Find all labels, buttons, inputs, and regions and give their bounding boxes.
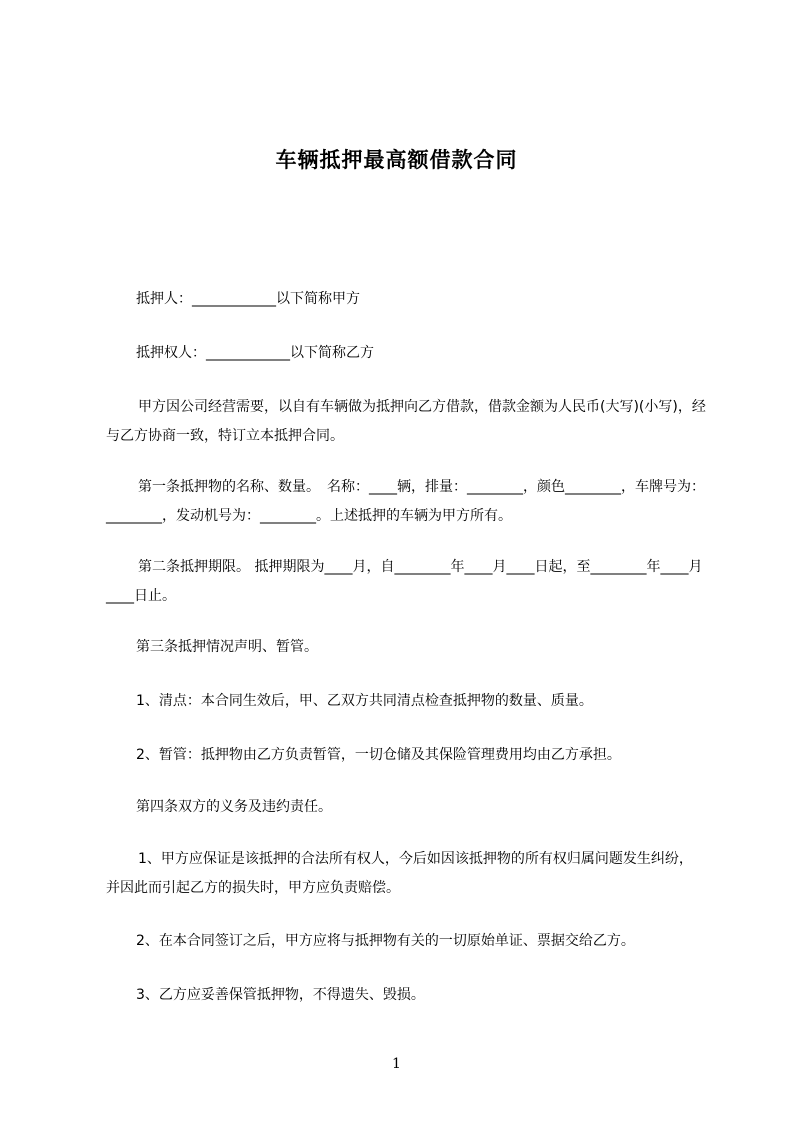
page-number: 1 xyxy=(392,1056,401,1072)
article-3-item-2: 2、暂管：抵押物由乙方负责暂管，一切仓储及其保险管理费用均由乙方承担。 xyxy=(136,747,621,763)
article-4-item-3: 3、乙方应妥善保管抵押物，不得遗失、毁损。 xyxy=(136,987,425,1003)
intro-paragraph: 甲方因公司经营需要，以自有车辆做为抵押向乙方借款，借款金额为人民币(大写)(小写)，经与乙方协商一致，特订立本抵押合同。 xyxy=(106,399,706,444)
article-4-item-1: 1、甲方应保证是该抵押的合法所有权人，今后如因该抵押物的所有权归属问题发生纠纷，并因此而引起乙方的损失时，甲方应负责赔偿。 xyxy=(106,851,693,896)
article-2-paragraph: 第二条抵押期限。 抵押期限为____月，自________年____月____日起，至________年____月____日止。 xyxy=(106,559,703,604)
article-1-paragraph: 第一条抵押物的名称、数量。 名称：____辆，排量：________，颜色________，车牌号为：________，发动机号为：________。上述抵押的车辆为甲方所有。 xyxy=(106,479,705,524)
article-3-heading: 第三条抵押情况声明、暂管。 xyxy=(136,639,318,655)
article-3-item-1: 1、清点：本合同生效后，甲、乙双方共同清点检查抵押物的数量、质量。 xyxy=(136,693,593,709)
article-4-heading: 第四条双方的义务及违约责任。 xyxy=(136,799,332,815)
document-title: 车辆抵押最高额借款合同 xyxy=(275,148,518,172)
article-4-item-2: 2、在本合同签订之后，甲方应将与抵押物有关的一切原始单证、票据交给乙方。 xyxy=(136,933,635,949)
pledgee-line: 抵押权人：____________以下简称乙方 xyxy=(136,345,374,361)
pledgor-line: 抵押人：____________以下简称甲方 xyxy=(136,291,360,307)
